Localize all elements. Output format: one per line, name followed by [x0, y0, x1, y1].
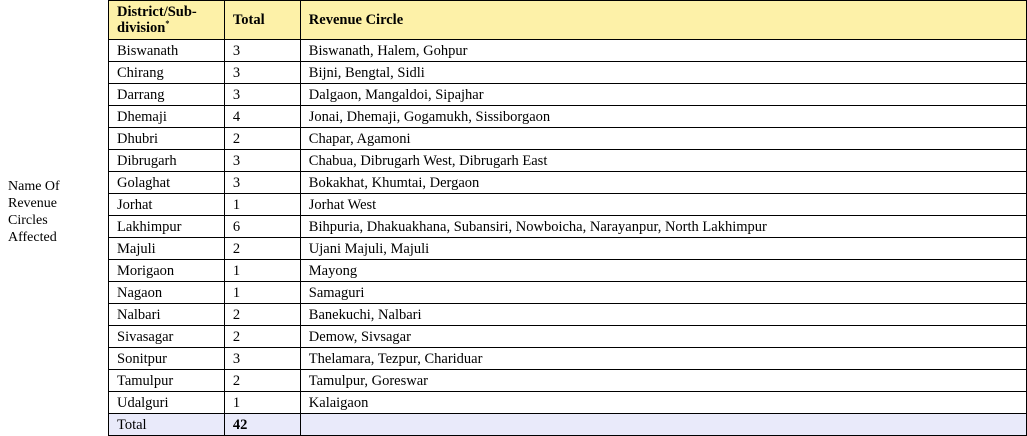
column-header-revenue-circle: Revenue Circle: [300, 1, 1026, 40]
side-label-revenue-circles-affected: Name Of Revenue Circles Affected: [8, 179, 60, 245]
district-cell: Tamulpur: [109, 370, 225, 392]
table-row: [109, 326, 1027, 348]
revenue-circle-cell: Samaguri: [300, 282, 1026, 304]
district-cell: Golaghat: [109, 172, 225, 194]
table-row: [109, 348, 1027, 370]
revenue-circle-cell: Mayong: [300, 260, 1026, 282]
total-cell: 2: [224, 238, 300, 260]
total-cell: 2: [224, 304, 300, 326]
revenue-circle-cell: Chapar, Agamoni: [300, 128, 1026, 150]
table-row: [109, 238, 1027, 260]
district-cell: Lakhimpur: [109, 216, 225, 238]
district-header-line2: division: [117, 20, 166, 36]
table-body: [109, 40, 1027, 414]
revenue-circle-cell: Kalaigaon: [300, 392, 1026, 414]
column-header-district: [109, 1, 225, 40]
total-cell: 4: [224, 106, 300, 128]
district-cell: Chirang: [109, 62, 225, 84]
total-cell: 1: [224, 194, 300, 216]
table-row: [109, 260, 1027, 282]
total-cell: 3: [224, 40, 300, 62]
table-row: [109, 282, 1027, 304]
total-cell: 1: [224, 260, 300, 282]
table-row: [109, 194, 1027, 216]
revenue-circle-cell: Bihpuria, Dhakuakhana, Subansiri, Nowboicha, Narayanpur, North Lakhimpur: [300, 216, 1026, 238]
total-empty-cell: [300, 414, 1026, 436]
total-cell: 2: [224, 370, 300, 392]
district-cell: Udalguri: [109, 392, 225, 414]
table-row: [109, 62, 1027, 84]
table-row: [109, 370, 1027, 392]
district-cell: Dibrugarh: [109, 150, 225, 172]
table-row: [109, 172, 1027, 194]
table-row: [109, 84, 1027, 106]
revenue-circle-cell: Thelamara, Tezpur, Chariduar: [300, 348, 1026, 370]
table-row: [109, 304, 1027, 326]
total-cell: 2: [224, 128, 300, 150]
total-cell: 6: [224, 216, 300, 238]
district-cell: Sivasagar: [109, 326, 225, 348]
total-cell: 3: [224, 348, 300, 370]
table-row: [109, 150, 1027, 172]
table-row: [109, 106, 1027, 128]
total-cell: 3: [224, 84, 300, 106]
district-cell: Jorhat: [109, 194, 225, 216]
revenue-circle-cell: Jorhat West: [300, 194, 1026, 216]
revenue-circle-cell: Bokakhat, Khumtai, Dergaon: [300, 172, 1026, 194]
table-row: [109, 392, 1027, 414]
revenue-circle-table: [108, 0, 1027, 436]
revenue-circle-cell: Banekuchi, Nalbari: [300, 304, 1026, 326]
total-cell: 3: [224, 62, 300, 84]
district-cell: Biswanath: [109, 40, 225, 62]
district-cell: Majuli: [109, 238, 225, 260]
district-cell: Darrang: [109, 84, 225, 106]
total-cell: 3: [224, 172, 300, 194]
district-footnote-marker: *: [165, 19, 170, 29]
revenue-circle-cell: Dalgaon, Mangaldoi, Sipajhar: [300, 84, 1026, 106]
district-cell: Dhemaji: [109, 106, 225, 128]
table-header: [109, 1, 1027, 40]
column-header-total: Total: [224, 1, 300, 40]
table-row: [109, 128, 1027, 150]
revenue-circle-cell: Biswanath, Halem, Gohpur: [300, 40, 1026, 62]
district-cell: Morigaon: [109, 260, 225, 282]
total-cell: 1: [224, 392, 300, 414]
total-cell: 1: [224, 282, 300, 304]
district-cell: Nalbari: [109, 304, 225, 326]
total-label: Total: [109, 414, 225, 436]
total-cell: 2: [224, 326, 300, 348]
table-row: [109, 40, 1027, 62]
table-footer: [109, 414, 1027, 436]
total-row: [109, 414, 1027, 436]
revenue-circle-cell: Bijni, Bengtal, Sidli: [300, 62, 1026, 84]
revenue-circle-cell: Ujani Majuli, Majuli: [300, 238, 1026, 260]
revenue-circle-cell: Demow, Sivsagar: [300, 326, 1026, 348]
district-header-line1: District/Sub-: [117, 4, 197, 20]
revenue-circle-cell: Chabua, Dibrugarh West, Dibrugarh East: [300, 150, 1026, 172]
header-row: [109, 1, 1027, 40]
total-cell: 3: [224, 150, 300, 172]
district-cell: Dhubri: [109, 128, 225, 150]
total-value: 42: [224, 414, 300, 436]
revenue-circle-cell: Jonai, Dhemaji, Gogamukh, Sissiborgaon: [300, 106, 1026, 128]
district-cell: Sonitpur: [109, 348, 225, 370]
revenue-circle-cell: Tamulpur, Goreswar: [300, 370, 1026, 392]
table-row: [109, 216, 1027, 238]
district-cell: Nagaon: [109, 282, 225, 304]
